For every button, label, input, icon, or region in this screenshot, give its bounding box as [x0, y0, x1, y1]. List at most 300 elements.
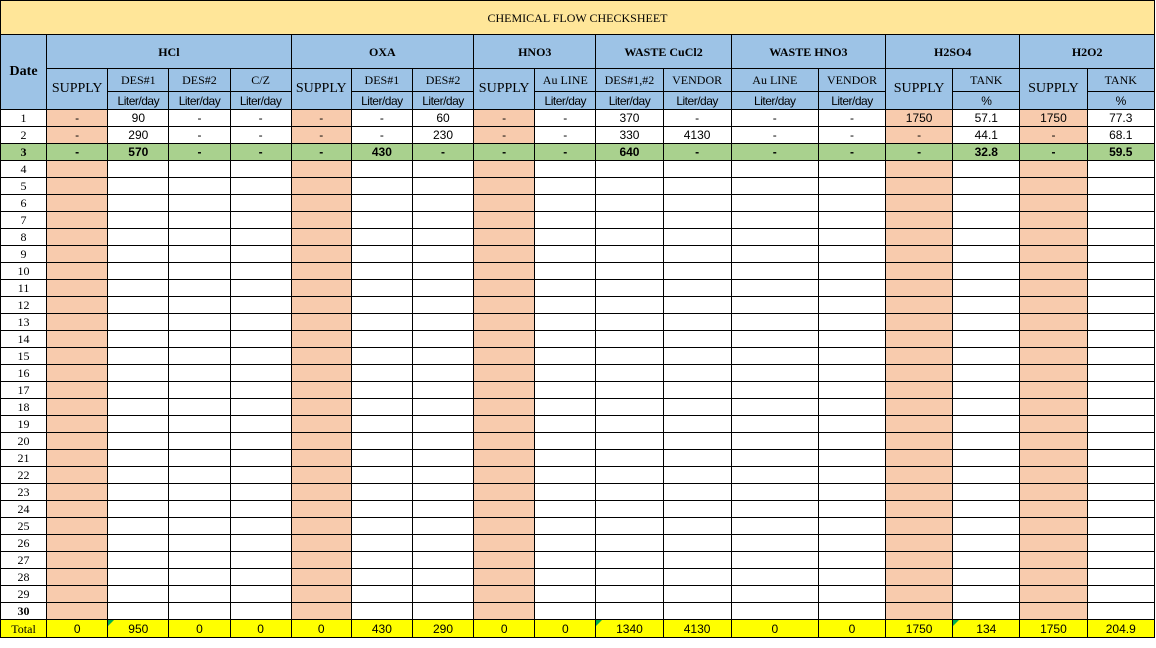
data-cell[interactable]: [596, 229, 663, 246]
data-cell[interactable]: [731, 314, 818, 331]
data-cell[interactable]: [47, 331, 108, 348]
data-cell[interactable]: 68.1: [1087, 127, 1154, 144]
data-cell[interactable]: [886, 569, 953, 586]
data-cell[interactable]: [596, 484, 663, 501]
data-cell[interactable]: [474, 331, 535, 348]
data-cell[interactable]: [412, 399, 473, 416]
data-cell[interactable]: [351, 229, 412, 246]
data-cell[interactable]: [731, 433, 818, 450]
data-cell[interactable]: [108, 365, 169, 382]
data-cell[interactable]: [412, 586, 473, 603]
data-cell[interactable]: [412, 161, 473, 178]
data-cell[interactable]: [47, 603, 108, 620]
data-cell[interactable]: [169, 178, 230, 195]
data-cell[interactable]: [291, 280, 351, 297]
data-cell[interactable]: [47, 263, 108, 280]
data-cell[interactable]: [1020, 552, 1087, 569]
data-cell[interactable]: [47, 382, 108, 399]
data-cell[interactable]: [1020, 450, 1087, 467]
data-cell[interactable]: [169, 416, 230, 433]
data-cell[interactable]: [169, 229, 230, 246]
data-cell[interactable]: [412, 314, 473, 331]
data-cell[interactable]: [169, 484, 230, 501]
data-cell[interactable]: [169, 161, 230, 178]
data-cell[interactable]: [230, 348, 291, 365]
data-cell[interactable]: [230, 314, 291, 331]
data-cell[interactable]: [108, 212, 169, 229]
data-cell[interactable]: [1087, 246, 1154, 263]
data-cell[interactable]: [818, 161, 885, 178]
data-cell[interactable]: [474, 450, 535, 467]
data-cell[interactable]: 1750: [1020, 110, 1087, 127]
data-cell[interactable]: [1087, 263, 1154, 280]
data-cell[interactable]: [1087, 195, 1154, 212]
data-cell[interactable]: [596, 348, 663, 365]
data-cell[interactable]: [412, 297, 473, 314]
data-cell[interactable]: [1087, 212, 1154, 229]
data-cell[interactable]: [230, 603, 291, 620]
data-cell[interactable]: [230, 467, 291, 484]
data-cell[interactable]: 77.3: [1087, 110, 1154, 127]
data-cell[interactable]: [351, 246, 412, 263]
data-cell[interactable]: [108, 433, 169, 450]
data-cell[interactable]: [47, 416, 108, 433]
data-cell[interactable]: [474, 467, 535, 484]
data-cell[interactable]: -: [663, 144, 731, 161]
data-cell[interactable]: [230, 569, 291, 586]
data-cell[interactable]: [663, 535, 731, 552]
data-cell[interactable]: [818, 263, 885, 280]
data-cell[interactable]: [351, 348, 412, 365]
data-cell[interactable]: [47, 212, 108, 229]
data-cell[interactable]: [108, 518, 169, 535]
data-cell[interactable]: [291, 348, 351, 365]
data-cell[interactable]: [169, 552, 230, 569]
data-cell[interactable]: [953, 518, 1020, 535]
data-cell[interactable]: [230, 552, 291, 569]
data-cell[interactable]: [663, 178, 731, 195]
data-cell[interactable]: [291, 586, 351, 603]
data-cell[interactable]: [412, 212, 473, 229]
data-cell[interactable]: [1087, 348, 1154, 365]
data-cell[interactable]: [47, 450, 108, 467]
data-cell[interactable]: 290: [108, 127, 169, 144]
data-cell[interactable]: -: [474, 144, 535, 161]
data-cell[interactable]: [535, 484, 596, 501]
data-cell[interactable]: [291, 212, 351, 229]
data-cell[interactable]: [953, 178, 1020, 195]
data-cell[interactable]: -: [169, 144, 230, 161]
data-cell[interactable]: -: [731, 110, 818, 127]
data-cell[interactable]: [1087, 178, 1154, 195]
data-cell[interactable]: [47, 518, 108, 535]
data-cell[interactable]: [596, 433, 663, 450]
data-cell[interactable]: [412, 382, 473, 399]
data-cell[interactable]: [535, 467, 596, 484]
data-cell[interactable]: [731, 467, 818, 484]
data-cell[interactable]: [1087, 416, 1154, 433]
data-cell[interactable]: [47, 365, 108, 382]
data-cell[interactable]: 90: [108, 110, 169, 127]
data-cell[interactable]: [1020, 195, 1087, 212]
data-cell[interactable]: [1087, 229, 1154, 246]
data-cell[interactable]: [818, 382, 885, 399]
data-cell[interactable]: [108, 569, 169, 586]
data-cell[interactable]: [1087, 382, 1154, 399]
data-cell[interactable]: -: [663, 110, 731, 127]
data-cell[interactable]: [535, 297, 596, 314]
data-cell[interactable]: [474, 178, 535, 195]
data-cell[interactable]: [596, 569, 663, 586]
data-cell[interactable]: [47, 348, 108, 365]
data-cell[interactable]: [412, 518, 473, 535]
data-cell[interactable]: [953, 467, 1020, 484]
data-cell[interactable]: [108, 280, 169, 297]
data-cell[interactable]: [596, 365, 663, 382]
data-cell[interactable]: [663, 195, 731, 212]
data-cell[interactable]: 44.1: [953, 127, 1020, 144]
data-cell[interactable]: [474, 348, 535, 365]
data-cell[interactable]: [731, 416, 818, 433]
data-cell[interactable]: [953, 212, 1020, 229]
data-cell[interactable]: [412, 246, 473, 263]
data-cell[interactable]: [169, 433, 230, 450]
data-cell[interactable]: [291, 552, 351, 569]
data-cell[interactable]: [731, 535, 818, 552]
data-cell[interactable]: [535, 195, 596, 212]
data-cell[interactable]: [169, 195, 230, 212]
data-cell[interactable]: [1020, 161, 1087, 178]
data-cell[interactable]: [474, 603, 535, 620]
data-cell[interactable]: [412, 569, 473, 586]
data-cell[interactable]: [230, 450, 291, 467]
data-cell[interactable]: [663, 416, 731, 433]
data-cell[interactable]: [1087, 450, 1154, 467]
data-cell[interactable]: [818, 484, 885, 501]
data-cell[interactable]: [351, 535, 412, 552]
data-cell[interactable]: [291, 331, 351, 348]
data-cell[interactable]: [47, 161, 108, 178]
data-cell[interactable]: [953, 263, 1020, 280]
data-cell[interactable]: -: [1020, 144, 1087, 161]
data-cell[interactable]: [663, 314, 731, 331]
data-cell[interactable]: [596, 501, 663, 518]
data-cell[interactable]: [351, 280, 412, 297]
data-cell[interactable]: [886, 518, 953, 535]
data-cell[interactable]: [291, 603, 351, 620]
data-cell[interactable]: [886, 535, 953, 552]
data-cell[interactable]: [230, 229, 291, 246]
data-cell[interactable]: [169, 314, 230, 331]
data-cell[interactable]: [47, 280, 108, 297]
data-cell[interactable]: [886, 433, 953, 450]
data-cell[interactable]: 1750: [886, 110, 953, 127]
data-cell[interactable]: [169, 382, 230, 399]
data-cell[interactable]: -: [351, 110, 412, 127]
data-cell[interactable]: [291, 161, 351, 178]
data-cell[interactable]: [731, 586, 818, 603]
data-cell[interactable]: [412, 331, 473, 348]
data-cell[interactable]: [1020, 603, 1087, 620]
data-cell[interactable]: [108, 246, 169, 263]
data-cell[interactable]: [535, 382, 596, 399]
data-cell[interactable]: [291, 195, 351, 212]
data-cell[interactable]: [663, 246, 731, 263]
data-cell[interactable]: [663, 297, 731, 314]
data-cell[interactable]: [731, 280, 818, 297]
data-cell[interactable]: -: [291, 110, 351, 127]
data-cell[interactable]: [108, 382, 169, 399]
data-cell[interactable]: [108, 399, 169, 416]
data-cell[interactable]: [474, 416, 535, 433]
data-cell[interactable]: [731, 229, 818, 246]
data-cell[interactable]: [1087, 433, 1154, 450]
data-cell[interactable]: [108, 314, 169, 331]
data-cell[interactable]: [818, 552, 885, 569]
data-cell[interactable]: [596, 382, 663, 399]
data-cell[interactable]: [351, 433, 412, 450]
data-cell[interactable]: [1020, 263, 1087, 280]
data-cell[interactable]: [47, 229, 108, 246]
data-cell[interactable]: [535, 535, 596, 552]
data-cell[interactable]: [886, 263, 953, 280]
data-cell[interactable]: [47, 552, 108, 569]
data-cell[interactable]: [663, 433, 731, 450]
data-cell[interactable]: [596, 212, 663, 229]
data-cell[interactable]: [953, 433, 1020, 450]
data-cell[interactable]: [663, 467, 731, 484]
data-cell[interactable]: [663, 450, 731, 467]
data-cell[interactable]: [886, 297, 953, 314]
data-cell[interactable]: [169, 212, 230, 229]
data-cell[interactable]: [351, 552, 412, 569]
data-cell[interactable]: [474, 484, 535, 501]
data-cell[interactable]: [731, 212, 818, 229]
data-cell[interactable]: [731, 195, 818, 212]
data-cell[interactable]: [886, 603, 953, 620]
data-cell[interactable]: [47, 433, 108, 450]
data-cell[interactable]: [953, 161, 1020, 178]
data-cell[interactable]: [108, 586, 169, 603]
data-cell[interactable]: [818, 229, 885, 246]
data-cell[interactable]: [731, 382, 818, 399]
data-cell[interactable]: [535, 246, 596, 263]
data-cell[interactable]: [412, 263, 473, 280]
data-cell[interactable]: [351, 178, 412, 195]
data-cell[interactable]: [351, 212, 412, 229]
data-cell[interactable]: [663, 263, 731, 280]
data-cell[interactable]: [230, 212, 291, 229]
data-cell[interactable]: -: [291, 144, 351, 161]
data-cell[interactable]: -: [47, 110, 108, 127]
data-cell[interactable]: [596, 535, 663, 552]
data-cell[interactable]: [412, 501, 473, 518]
data-cell[interactable]: [953, 586, 1020, 603]
data-cell[interactable]: [953, 314, 1020, 331]
data-cell[interactable]: [169, 569, 230, 586]
data-cell[interactable]: [886, 348, 953, 365]
data-cell[interactable]: [108, 416, 169, 433]
data-cell[interactable]: [731, 484, 818, 501]
data-cell[interactable]: [47, 467, 108, 484]
data-cell[interactable]: [953, 382, 1020, 399]
data-cell[interactable]: [731, 178, 818, 195]
data-cell[interactable]: [818, 280, 885, 297]
data-cell[interactable]: 430: [351, 144, 412, 161]
data-cell[interactable]: [1087, 484, 1154, 501]
data-cell[interactable]: [535, 450, 596, 467]
data-cell[interactable]: [230, 484, 291, 501]
data-cell[interactable]: [169, 263, 230, 280]
data-cell[interactable]: [474, 535, 535, 552]
data-cell[interactable]: [47, 314, 108, 331]
data-cell[interactable]: -: [818, 110, 885, 127]
data-cell[interactable]: [230, 518, 291, 535]
data-cell[interactable]: [953, 416, 1020, 433]
data-cell[interactable]: 330: [596, 127, 663, 144]
data-cell[interactable]: [535, 365, 596, 382]
data-cell[interactable]: [291, 518, 351, 535]
data-cell[interactable]: [230, 416, 291, 433]
data-cell[interactable]: [663, 484, 731, 501]
data-cell[interactable]: [351, 501, 412, 518]
data-cell[interactable]: [1087, 586, 1154, 603]
data-cell[interactable]: [474, 552, 535, 569]
data-cell[interactable]: [731, 263, 818, 280]
data-cell[interactable]: [412, 178, 473, 195]
data-cell[interactable]: [351, 195, 412, 212]
data-cell[interactable]: [291, 467, 351, 484]
data-cell[interactable]: [535, 603, 596, 620]
data-cell[interactable]: [535, 399, 596, 416]
data-cell[interactable]: [886, 484, 953, 501]
data-cell[interactable]: [818, 501, 885, 518]
data-cell[interactable]: [230, 501, 291, 518]
data-cell[interactable]: [953, 297, 1020, 314]
data-cell[interactable]: 4130: [663, 127, 731, 144]
data-cell[interactable]: [351, 161, 412, 178]
data-cell[interactable]: [1087, 535, 1154, 552]
data-cell[interactable]: [1087, 399, 1154, 416]
data-cell[interactable]: [596, 518, 663, 535]
data-cell[interactable]: -: [47, 144, 108, 161]
data-cell[interactable]: [596, 467, 663, 484]
data-cell[interactable]: [169, 467, 230, 484]
data-cell[interactable]: [351, 467, 412, 484]
data-cell[interactable]: [1020, 467, 1087, 484]
data-cell[interactable]: [1020, 433, 1087, 450]
data-cell[interactable]: 57.1: [953, 110, 1020, 127]
data-cell[interactable]: [169, 535, 230, 552]
data-cell[interactable]: [47, 569, 108, 586]
data-cell[interactable]: [474, 518, 535, 535]
data-cell[interactable]: [663, 161, 731, 178]
data-cell[interactable]: [230, 297, 291, 314]
data-cell[interactable]: [169, 331, 230, 348]
data-cell[interactable]: [230, 382, 291, 399]
data-cell[interactable]: [108, 178, 169, 195]
data-cell[interactable]: [108, 263, 169, 280]
data-cell[interactable]: -: [230, 127, 291, 144]
data-cell[interactable]: [351, 586, 412, 603]
data-cell[interactable]: [230, 331, 291, 348]
data-cell[interactable]: [818, 331, 885, 348]
data-cell[interactable]: [412, 450, 473, 467]
data-cell[interactable]: [47, 535, 108, 552]
data-cell[interactable]: [412, 603, 473, 620]
data-cell[interactable]: [663, 518, 731, 535]
data-cell[interactable]: 32.8: [953, 144, 1020, 161]
data-cell[interactable]: [1020, 399, 1087, 416]
data-cell[interactable]: [596, 280, 663, 297]
data-cell[interactable]: [169, 501, 230, 518]
data-cell[interactable]: [663, 212, 731, 229]
data-cell[interactable]: [596, 263, 663, 280]
data-cell[interactable]: [886, 212, 953, 229]
data-cell[interactable]: [291, 535, 351, 552]
data-cell[interactable]: -: [474, 127, 535, 144]
data-cell[interactable]: [953, 569, 1020, 586]
data-cell[interactable]: [596, 331, 663, 348]
data-cell[interactable]: [596, 586, 663, 603]
data-cell[interactable]: [596, 399, 663, 416]
data-cell[interactable]: [1020, 348, 1087, 365]
data-cell[interactable]: [47, 586, 108, 603]
data-cell[interactable]: [818, 297, 885, 314]
data-cell[interactable]: [169, 280, 230, 297]
data-cell[interactable]: [47, 178, 108, 195]
data-cell[interactable]: [1087, 365, 1154, 382]
data-cell[interactable]: [535, 331, 596, 348]
data-cell[interactable]: [953, 535, 1020, 552]
data-cell[interactable]: [663, 331, 731, 348]
data-cell[interactable]: [291, 246, 351, 263]
data-cell[interactable]: [535, 552, 596, 569]
data-cell[interactable]: [108, 467, 169, 484]
data-cell[interactable]: [169, 586, 230, 603]
data-cell[interactable]: [291, 263, 351, 280]
data-cell[interactable]: [886, 467, 953, 484]
data-cell[interactable]: [351, 484, 412, 501]
data-cell[interactable]: [596, 314, 663, 331]
data-cell[interactable]: [818, 450, 885, 467]
data-cell[interactable]: [886, 229, 953, 246]
data-cell[interactable]: [351, 518, 412, 535]
data-cell[interactable]: [291, 365, 351, 382]
data-cell[interactable]: [291, 484, 351, 501]
data-cell[interactable]: [169, 518, 230, 535]
data-cell[interactable]: [169, 297, 230, 314]
data-cell[interactable]: [474, 195, 535, 212]
data-cell[interactable]: [108, 161, 169, 178]
data-cell[interactable]: [474, 263, 535, 280]
data-cell[interactable]: [886, 586, 953, 603]
data-cell[interactable]: -: [535, 110, 596, 127]
data-cell[interactable]: [412, 484, 473, 501]
data-cell[interactable]: [291, 569, 351, 586]
data-cell[interactable]: [1087, 331, 1154, 348]
data-cell[interactable]: 60: [412, 110, 473, 127]
data-cell[interactable]: [474, 399, 535, 416]
data-cell[interactable]: [731, 569, 818, 586]
data-cell[interactable]: [818, 518, 885, 535]
data-cell[interactable]: [596, 603, 663, 620]
data-cell[interactable]: [230, 161, 291, 178]
data-cell[interactable]: [47, 399, 108, 416]
data-cell[interactable]: -: [731, 127, 818, 144]
data-cell[interactable]: [953, 603, 1020, 620]
data-cell[interactable]: [412, 195, 473, 212]
